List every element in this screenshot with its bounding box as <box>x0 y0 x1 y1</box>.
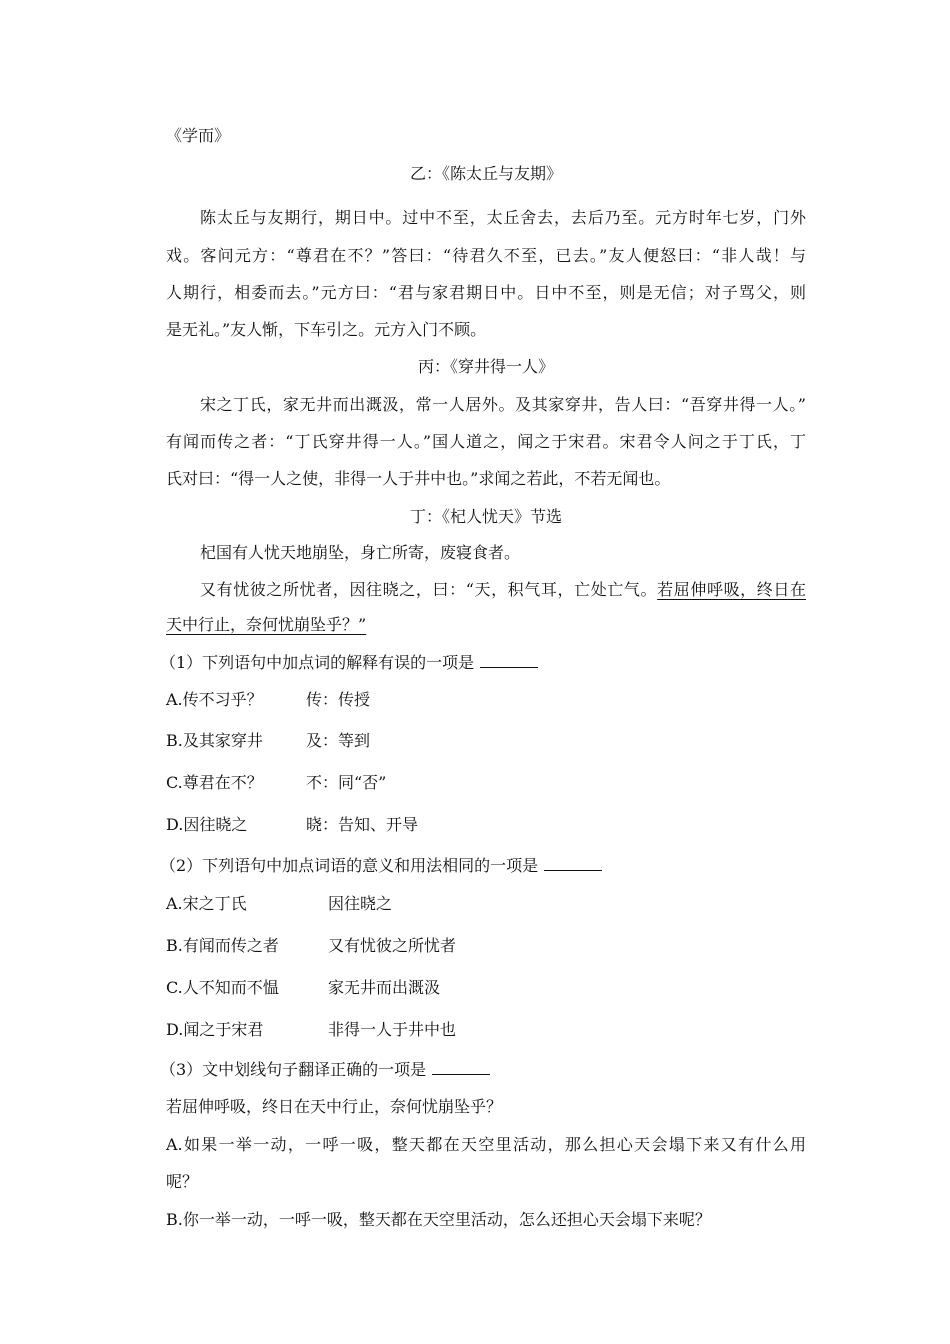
option-text: C.尊君在不？ <box>166 773 263 792</box>
previous-source-title: 《学而》 <box>166 126 231 145</box>
question-1-option <box>166 815 806 835</box>
question-2-option <box>166 978 806 998</box>
passage-b-line: 人期行，相委而去。”元方曰：“君与家君期日中。日中不至，则是无信；对子骂父，则 <box>166 283 806 302</box>
underlined-sentence: 天中行止，奈何忧崩坠乎？” <box>166 615 367 634</box>
question-2-stem <box>160 855 800 875</box>
option-text: A.宋之丁氏 <box>166 894 247 913</box>
option-compare: 因往晓之 <box>328 894 393 913</box>
question-2-option <box>166 894 806 914</box>
underlined-sentence: 若屈伸呼吸，终日在 <box>657 580 806 599</box>
passage-b-line: 陈太丘与友期行，期日中。过中不至，太丘舍去，去后乃至。元方时年七岁，门外 <box>200 208 806 227</box>
option-compare: 非得一人于井中也 <box>328 1020 457 1039</box>
question-3-option-b: B.你一举一动，一呼一吸，整天都在天空里活动，怎么还担心天会塌下来呢？ <box>166 1210 711 1229</box>
passage-c-line: 氏对曰：“得一人之使，非得一人于井中也。”求闻之若此，不若无闻也。 <box>166 469 671 488</box>
passage-c-line: 宋之丁氏，家无井而出溉汲，常一人居外。及其家穿井，告人曰：“吾穿井得一人。” <box>200 395 806 414</box>
passage-c-title: 丙：《穿井得一人》 <box>417 357 554 376</box>
option-explanation: 传：传授 <box>306 690 371 709</box>
option-compare: 家无井而出溉汲 <box>328 978 441 997</box>
passage-d-paragraph <box>166 615 806 635</box>
option-text: A.传不习乎？ <box>166 690 263 709</box>
option-compare: 又有忧彼之所忧者 <box>328 936 457 955</box>
option-text: D.因往晓之 <box>166 815 248 834</box>
option-explanation: 及：等到 <box>306 731 371 750</box>
passage-b-line: 是无礼。”友人惭，下车引之。元方入门不顾。 <box>166 320 487 339</box>
option-text: C.人不知而不愠 <box>166 978 279 997</box>
option-explanation: 晓：告知、开导 <box>306 815 419 834</box>
passage-b-title: 乙：《陈太丘与友期》 <box>409 164 562 183</box>
passage-d-paragraph <box>166 580 806 600</box>
option-text: B.及其家穿井 <box>166 731 263 750</box>
passage-d-text: 又有忧彼之所忧者，因往晓之，曰：“天，积气耳，亡处亡气。 <box>200 580 658 599</box>
question-3-sentence: 若屈伸呼吸，终日在天中行止，奈何忧崩坠乎？ <box>166 1097 503 1116</box>
question-1-stem <box>160 652 800 672</box>
question-stem-text: （2）下列语句中加点词语的意义和用法相同的一项是 <box>160 856 539 875</box>
answer-blank[interactable] <box>480 652 538 668</box>
question-1-option <box>166 731 806 751</box>
option-explanation: 不：同“否” <box>306 773 387 792</box>
question-3-stem <box>160 1059 800 1079</box>
answer-blank[interactable] <box>432 1059 490 1075</box>
passage-d-title: 丁：《杞人忧天》节选 <box>409 507 562 526</box>
passage-d-paragraph: 杞国有人忧天地崩坠，身亡所寄，废寝食者。 <box>200 543 521 562</box>
answer-blank[interactable] <box>544 855 602 871</box>
question-2-option <box>166 1020 806 1040</box>
question-stem-text: （3）文中划线句子翻译正确的一项是 <box>160 1060 427 1079</box>
passage-b-line: 戏。客问元方：“尊君在不？”答曰：“待君久不至，已去。”友人便怒曰：“非人哉！与 <box>166 246 806 265</box>
option-text: B.有闻而传之者 <box>166 936 279 955</box>
passage-c-line: 有闻而传之者：“丁氏穿井得一人。”国人道之，闻之于宋君。宋君令人问之于丁氏，丁 <box>166 432 806 451</box>
question-stem-text: （1）下列语句中加点词的解释有误的一项是 <box>160 653 475 672</box>
option-text: D.闻之于宋君 <box>166 1020 264 1039</box>
question-1-option <box>166 690 806 710</box>
question-2-option <box>166 936 806 956</box>
question-1-option <box>166 773 806 793</box>
question-3-option-a: A.如果一举一动，一呼一吸，整天都在天空里活动，那么担心天会塌下来又有什么用 <box>166 1135 806 1154</box>
question-3-option-a: 呢？ <box>166 1172 199 1191</box>
